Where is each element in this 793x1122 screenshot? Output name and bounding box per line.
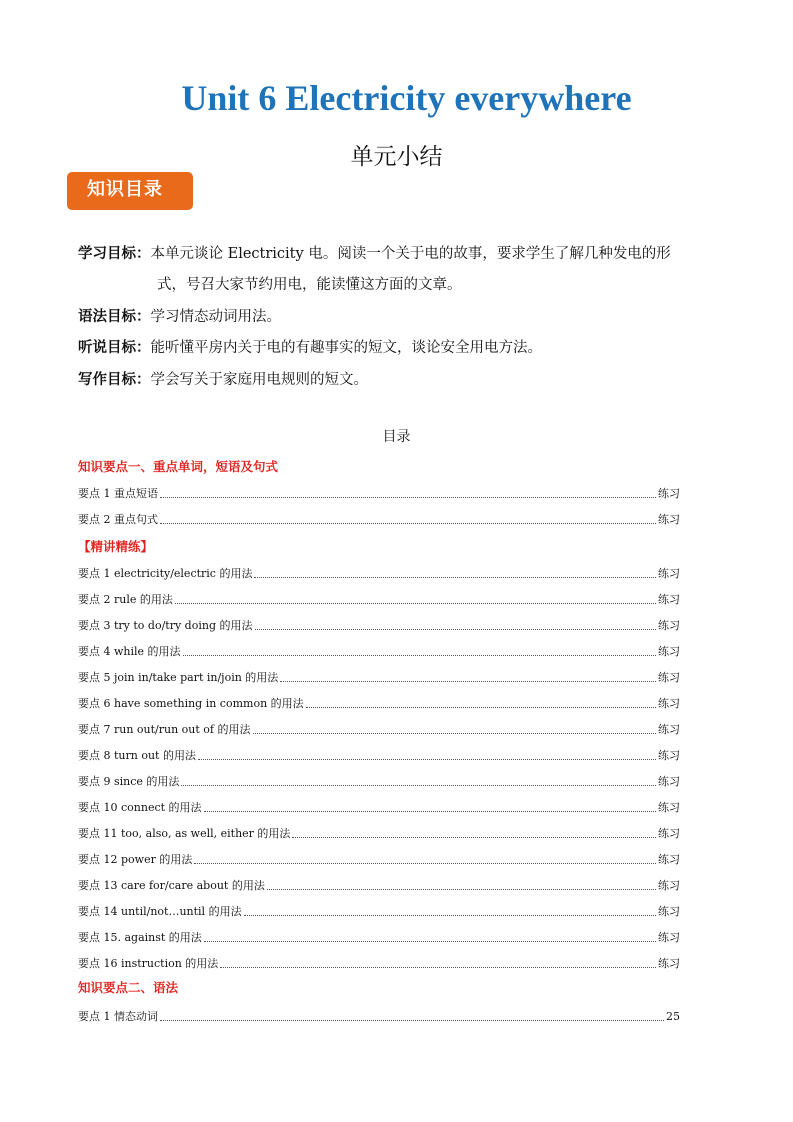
toc-entry[interactable] bbox=[78, 591, 680, 607]
toc-entry-page: 练习 bbox=[658, 513, 680, 526]
toc-entry[interactable] bbox=[78, 643, 680, 659]
toc-entry-label: 要点 1 情态动词 bbox=[78, 1010, 158, 1023]
dot-leader bbox=[253, 733, 657, 734]
toc-entry-page: 练习 bbox=[658, 723, 680, 736]
toc-section-key-words: 知识要点一、重点单词，短语及句式 bbox=[78, 459, 279, 474]
dot-leader bbox=[183, 655, 656, 656]
learning-goal bbox=[78, 243, 671, 265]
toc-entry-label: 要点 13 care for/care about 的用法 bbox=[78, 879, 265, 892]
toc-entry[interactable] bbox=[78, 825, 680, 841]
dot-leader bbox=[198, 759, 656, 760]
dot-leader bbox=[254, 577, 656, 578]
dot-leader bbox=[244, 915, 656, 916]
goal-text: 学会写关于家庭用电规则的短文。 bbox=[150, 372, 368, 388]
goal-text: 能听懂平房内关于电的有趣事实的短文，谈论安全用电方法。 bbox=[150, 340, 542, 356]
dot-leader bbox=[204, 811, 656, 812]
toc-entry-page: 练习 bbox=[658, 749, 680, 762]
toc-entry[interactable] bbox=[78, 617, 680, 633]
toc-entry[interactable] bbox=[78, 851, 680, 867]
toc-entry[interactable] bbox=[78, 695, 680, 711]
dot-leader bbox=[194, 863, 656, 864]
toc-entry[interactable] bbox=[78, 485, 680, 501]
goal-label: 学习目标： bbox=[78, 245, 151, 262]
toc-entry[interactable] bbox=[78, 1008, 680, 1024]
toc-entry-page: 练习 bbox=[658, 487, 680, 500]
toc-entry-label: 要点 5 join in/take part in/join 的用法 bbox=[78, 671, 279, 684]
toc-entry-label: 要点 9 since 的用法 bbox=[78, 775, 180, 788]
goal-text: 学习情态动词用法。 bbox=[150, 309, 281, 325]
toc-entry-page: 练习 bbox=[658, 567, 680, 580]
toc-entry-page: 练习 bbox=[658, 905, 680, 918]
grammar-goal bbox=[78, 306, 281, 328]
dot-leader bbox=[160, 497, 656, 498]
toc-entry-label: 要点 7 run out/run out of 的用法 bbox=[78, 723, 251, 736]
toc-title: 目录 bbox=[382, 429, 411, 445]
toc-entry-label: 要点 14 until/not…until 的用法 bbox=[78, 905, 242, 918]
dot-leader bbox=[160, 523, 656, 524]
toc-entry-label: 要点 6 have something in common 的用法 bbox=[78, 697, 304, 710]
toc-section-practice: 【精讲精练】 bbox=[78, 539, 154, 554]
goal-label: 写作目标： bbox=[78, 371, 151, 388]
dot-leader bbox=[220, 967, 656, 968]
toc-entry-page: 练习 bbox=[658, 957, 680, 970]
toc-entry-label: 要点 4 while 的用法 bbox=[78, 645, 181, 658]
dot-leader bbox=[280, 681, 656, 682]
toc-entry-page: 练习 bbox=[658, 827, 680, 840]
toc-entry-page: 练习 bbox=[658, 801, 680, 814]
toc-entry-page: 25 bbox=[666, 1010, 680, 1023]
badge-label: 知识目录 bbox=[87, 179, 163, 200]
toc-entry[interactable] bbox=[78, 669, 680, 685]
toc-entry-page: 练习 bbox=[658, 697, 680, 710]
toc-entry-label: 要点 16 instruction 的用法 bbox=[78, 957, 219, 970]
toc-entry[interactable] bbox=[78, 773, 680, 789]
writing-goal bbox=[78, 369, 368, 391]
toc-entry[interactable] bbox=[78, 511, 680, 527]
dot-leader bbox=[181, 785, 656, 786]
page-subtitle: 单元小结 bbox=[350, 144, 443, 170]
goal-label: 语法目标： bbox=[78, 308, 151, 325]
toc-entry-page: 练习 bbox=[658, 879, 680, 892]
dot-leader bbox=[255, 629, 657, 630]
toc-entry[interactable] bbox=[78, 565, 680, 581]
toc-entry[interactable] bbox=[78, 929, 680, 945]
page-title: Unit 6 Electricity everywhere bbox=[181, 78, 632, 118]
goal-text: 本单元谈论 Electricity 电。阅读一个关于电的故事，要求学生了解几种发电的形 bbox=[150, 246, 671, 262]
toc-entry[interactable] bbox=[78, 799, 680, 815]
knowledge-directory-badge bbox=[67, 172, 193, 210]
toc-entry[interactable] bbox=[78, 747, 680, 763]
toc-section-grammar: 知识要点二、语法 bbox=[78, 980, 179, 995]
dot-leader bbox=[292, 837, 656, 838]
toc-entry-page: 练习 bbox=[658, 931, 680, 944]
toc-entry-label: 要点 1 重点短语 bbox=[78, 487, 158, 500]
toc-entry-label: 要点 10 connect 的用法 bbox=[78, 801, 202, 814]
goal-label: 听说目标： bbox=[78, 339, 151, 356]
toc-entry-label: 要点 2 重点句式 bbox=[78, 513, 158, 526]
toc-entry-label: 要点 1 electricity/electric 的用法 bbox=[78, 567, 253, 580]
toc-entry-page: 练习 bbox=[658, 775, 680, 788]
toc-entry-label: 要点 12 power 的用法 bbox=[78, 853, 193, 866]
toc-entry-label: 要点 11 too, also, as well, either 的用法 bbox=[78, 827, 291, 840]
listening-speaking-goal bbox=[78, 337, 542, 359]
toc-entry-label: 要点 15. against 的用法 bbox=[78, 931, 202, 944]
toc-entry-page: 练习 bbox=[658, 619, 680, 632]
toc-entry-label: 要点 2 rule 的用法 bbox=[78, 593, 173, 606]
dot-leader bbox=[267, 889, 656, 890]
toc-entry[interactable] bbox=[78, 903, 680, 919]
dot-leader bbox=[160, 1020, 664, 1021]
toc-entry-label: 要点 8 turn out 的用法 bbox=[78, 749, 196, 762]
toc-entry-label: 要点 3 try to do/try doing 的用法 bbox=[78, 619, 253, 632]
learning-goal-continued: 式，号召大家节约用电，能读懂这方面的文章。 bbox=[157, 277, 462, 293]
toc-entry[interactable] bbox=[78, 955, 680, 971]
dot-leader bbox=[175, 603, 656, 604]
dot-leader bbox=[306, 707, 656, 708]
toc-entry-page: 练习 bbox=[658, 853, 680, 866]
dot-leader bbox=[204, 941, 656, 942]
toc-entry-page: 练习 bbox=[658, 593, 680, 606]
toc-entry[interactable] bbox=[78, 877, 680, 893]
toc-entry[interactable] bbox=[78, 721, 680, 737]
toc-entry-page: 练习 bbox=[658, 671, 680, 684]
toc-entry-page: 练习 bbox=[658, 645, 680, 658]
